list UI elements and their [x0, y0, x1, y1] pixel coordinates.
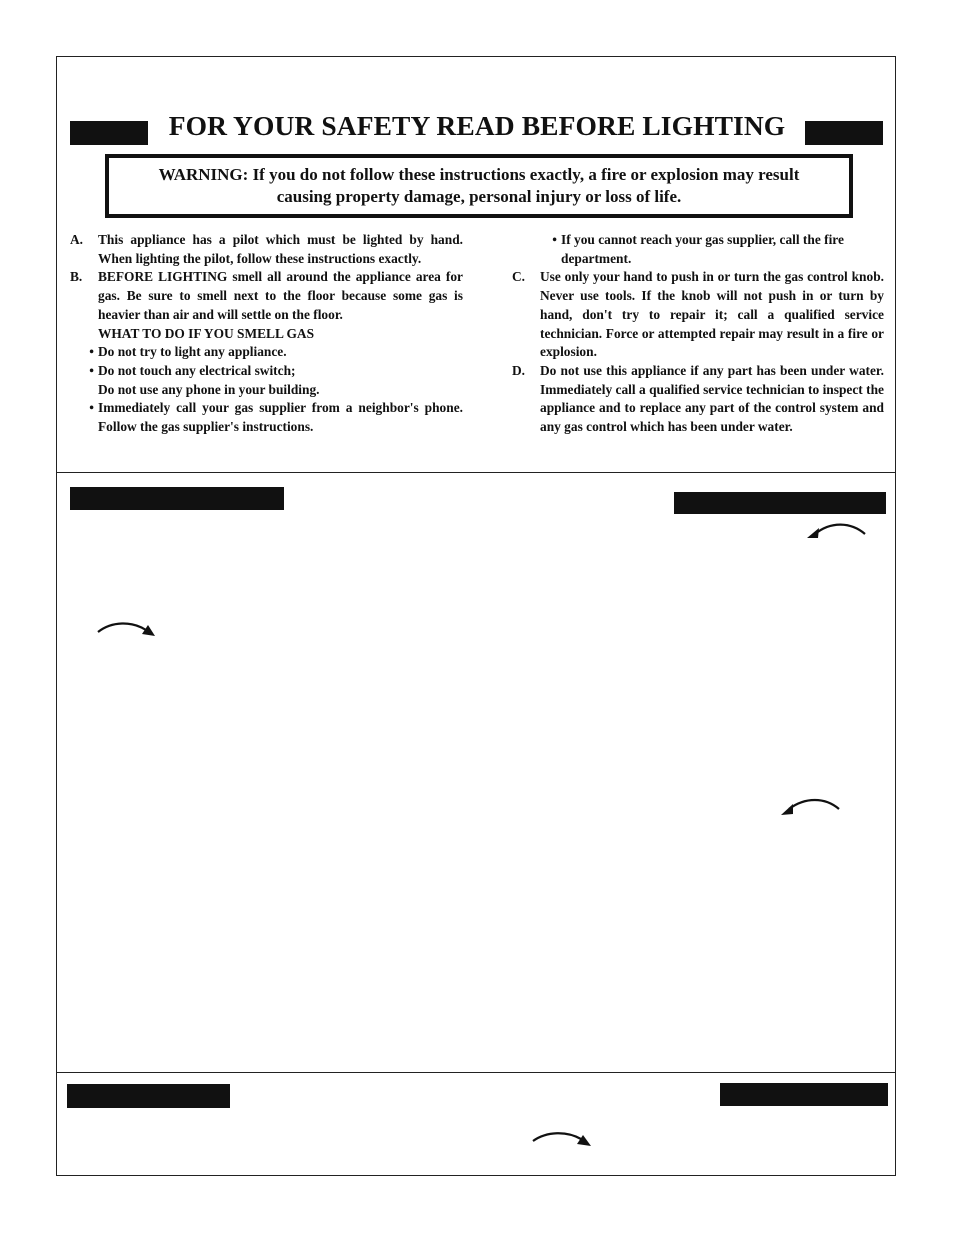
bullet-text-line-2: Do not use any phone in your building. — [98, 381, 320, 397]
instructions-right-column — [512, 231, 884, 437]
counterclockwise-arrow-icon — [779, 797, 841, 819]
shutdown-section-bar-right — [720, 1083, 888, 1106]
instruction-b-text: BEFORE LIGHTING smell all around the appliance area for gas. Be sure to smell next to the floor because some gas is heavier than air and will settle on the floor. — [98, 269, 463, 322]
instruction-d-label: D. — [512, 362, 526, 378]
bullet-mark: • — [552, 232, 557, 247]
bullet-mark: • — [89, 362, 94, 378]
smell-gas-bullet-2 — [70, 362, 463, 399]
smell-gas-bullet-3 — [70, 399, 463, 436]
instruction-c — [512, 268, 884, 362]
fire-department-bullet — [512, 231, 884, 268]
bullet-mark: • — [89, 344, 94, 360]
instruction-c-label: C. — [512, 269, 526, 285]
smell-gas-bullet-1 — [70, 343, 463, 362]
title-bar-right — [805, 121, 883, 145]
warning-line-2: causing property damage, personal injury or loss of life. — [276, 187, 682, 206]
clockwise-arrow-icon — [96, 620, 158, 640]
bullet-text: If you cannot reach your gas supplier, call the fire department. — [561, 232, 844, 266]
bullet-text: Immediately call your gas supplier from a neighbor's phone. Follow the gas supplier's instructions. — [98, 400, 463, 435]
warning-box — [105, 154, 853, 218]
smell-gas-heading: WHAT TO DO IF YOU SMELL GAS — [98, 325, 315, 341]
clockwise-arrow-icon — [531, 1131, 593, 1151]
instruction-d — [512, 362, 884, 437]
bullet-mark: • — [89, 400, 94, 416]
instruction-b — [70, 268, 463, 324]
lighting-section-bar-right — [674, 492, 886, 514]
section-divider-1 — [56, 472, 896, 473]
instruction-a-text: This appliance has a pilot which must be lighted by hand. When lighting the pilot, follow these instructions exactly. — [98, 232, 463, 266]
instruction-d-text: Do not use this appliance if any part has been under water. Immediately call a qualified service technician to inspect the appliance and to replace any part of the control system and any gas control which has been under water. — [540, 362, 884, 435]
instruction-b-label: B. — [70, 269, 83, 285]
section-divider-2 — [56, 1072, 896, 1073]
instruction-a-label: A. — [70, 232, 84, 247]
instruction-c-text: Use only your hand to push in or turn the gas control knob. Never use tools. If the knob will not push in or turn by hand, don't try to repair it; call a qualified service technician. Force or attempted repair may result in a fire or explosion. — [540, 269, 884, 360]
counterclockwise-arrow-icon — [805, 520, 867, 542]
instructions-left-column — [70, 231, 463, 437]
warning-line-1: WARNING: If you do not follow these instructions exactly, a fire or explosion may result — [158, 165, 800, 184]
shutdown-section-bar-left — [67, 1084, 230, 1108]
instruction-a — [70, 231, 463, 268]
bullet-text-line-1: Do not touch any electrical switch; — [98, 362, 296, 378]
lighting-section-bar-left — [70, 487, 284, 510]
page-frame — [56, 56, 896, 1176]
bullet-text: Do not try to light any appliance. — [98, 344, 287, 360]
title-bar-left — [70, 121, 148, 145]
warning-text — [159, 164, 800, 208]
page-title: FOR YOUR SAFETY READ BEFORE LIGHTING — [168, 110, 786, 141]
